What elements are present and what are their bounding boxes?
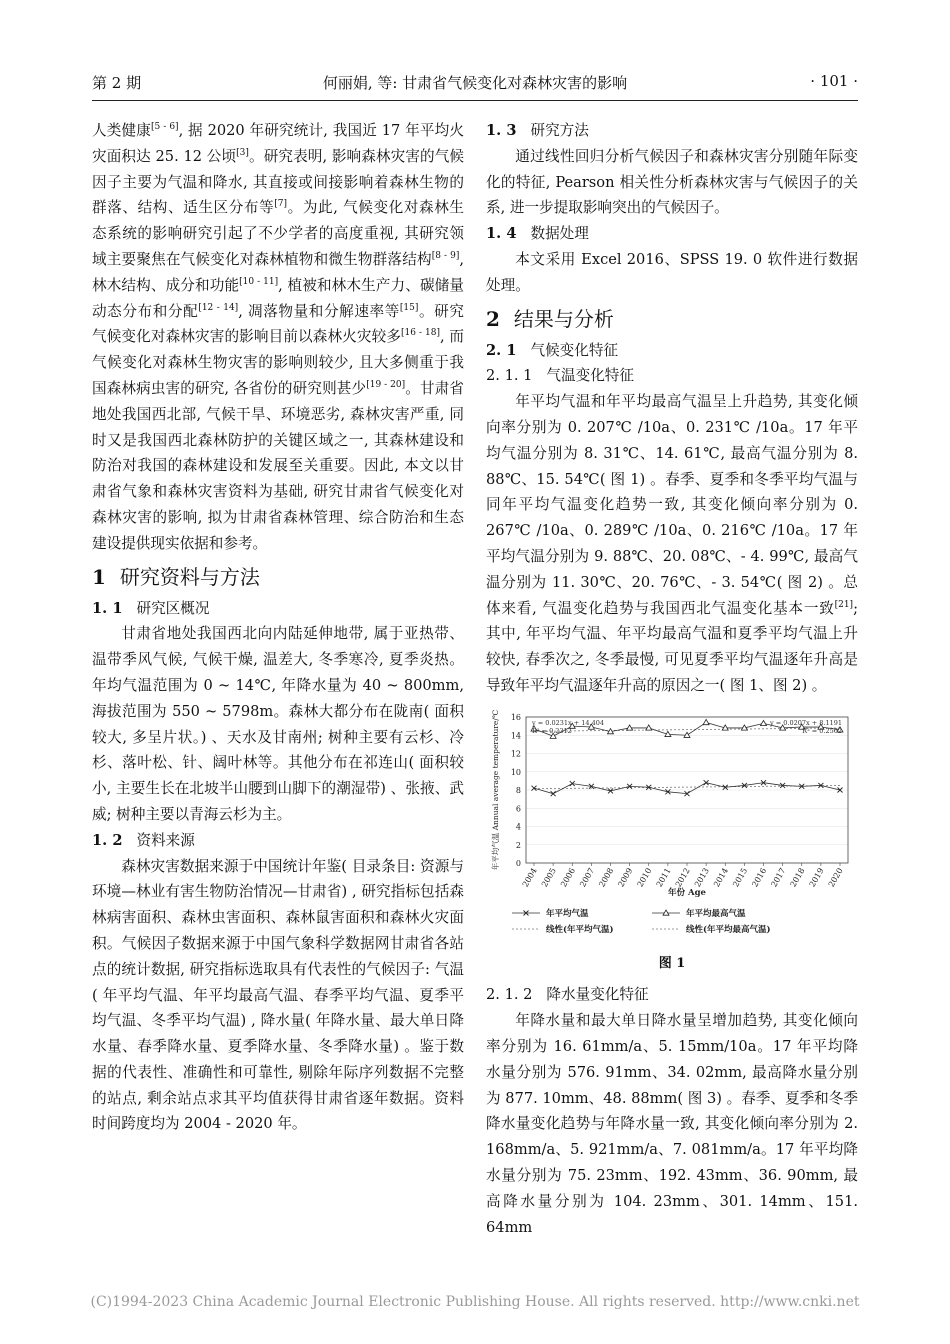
x-tick-label: 2011 [654,866,673,889]
section-number: 1. 3 [486,122,517,139]
citation-ref: [10 - 11] [239,276,279,287]
x-tick-label: 2017 [769,866,788,889]
section-title: 研究方法 [530,122,589,139]
x-tick-label: 2006 [559,866,577,889]
y-tick-label: 14 [510,730,521,740]
r-squared: R² = 0.2562 [802,726,842,735]
x-axis-label: 年份 Age [668,887,706,897]
left-column [92,118,464,1137]
copyright-footer: (C)1994-2023 China Academic Journal Electronic Publishing House. All rights reserved. http://www.cnki.net [90,1294,860,1310]
section-title: 数据处理 [530,225,589,243]
chart-labels [490,709,845,896]
y-tick-label: 8 [515,785,521,795]
text-run: , 而气候变化对森林生物灾害的影响则较少, 且大多侧重于我国森林病虫害的研究, 各省份的研究则甚少 [92,328,464,397]
x-tick-label: 2018 [788,866,807,889]
text-run: 。甘肃省地处我国西北部, 气候干旱、环境恶劣, 森林灾害严重, 同时又是我国西北森林防护的关键区域之一, 其森林建设和防治对我国的森林建设和发展至关重要。因此, 本文以甘肃省气象和森林灾害资料为基础, 研究甘肃省气候变化对森林灾害的影响, 拟为甘肃省森林管理、综合防治和生态建设提供现实依据和参考。 [92,379,464,552]
section-title: 气候变化特征 [530,341,619,359]
data-point [761,720,767,725]
text-run: 。研究表明, 影响森林灾害的气候因子主要为气温和降水, 其直接或间接影响着森林生物的群落、结构、适生区分布等 [92,147,464,217]
citation-ref: [15] [399,302,419,313]
data-point [608,788,613,793]
x-tick-label: 2010 [635,866,654,889]
section-number: 1. 1 [92,599,123,617]
chart-series [531,719,843,796]
section-1-4-heading [486,221,858,247]
x-tick-label: 2019 [807,866,826,889]
page-number: · 101 · [810,72,858,90]
citation-ref: [16 - 18] [401,328,440,339]
y-tick-label: 12 [510,749,521,759]
temperature-line-chart [486,707,858,897]
section-2-heading [486,304,858,334]
x-tick-label: 2020 [826,866,845,889]
section-2-1-heading [486,338,858,364]
x-tick-label: 2013 [692,866,711,889]
text-run: ; 其中, 年平均气温、年平均最高气温和夏季平均气温上升较快, 春季次之, 冬季最慢, 可见夏季平均气温逐年升高是导致年平均气温逐年升高的原因之一( 图 1、图 2) 。 [486,599,858,694]
section-title: 研究区概况 [136,599,210,617]
y-axis-label: 年平均气温 Annual average temperature/℃ [491,709,500,870]
text-run: , 据 2020 年研究统计, 我国近 17 年平均火灾面积达 25. 12 公顷 [92,122,464,165]
section-number: 2. 1. 2 [486,986,533,1004]
legend-label: 年平均气温 [546,908,589,919]
citation-ref: [19 - 20] [366,379,406,390]
section-number: 2 [486,306,500,331]
citation-ref: [21] [834,599,854,610]
section-2-1-1-heading [486,363,858,389]
chart-axes [526,717,848,866]
citation-ref: [7] [274,199,288,210]
section-1-3-heading [486,118,858,144]
figure-caption: 图 1 [658,956,686,972]
y-tick-label: 0 [515,858,521,868]
section-title: 资料来源 [136,831,195,849]
regression-equation: y = 0.0231x + 14.404 [532,718,604,727]
section-number: 2. 1 [486,341,517,359]
y-tick-label: 16 [510,712,521,722]
temperature-paragraph [486,389,858,699]
chart-legend [486,906,858,940]
text-run: 年平均气温和年平均最高气温呈上升趋势, 其变化倾向率分别为 0. 207℃ /10a、0. 231℃ /10a。17 年平均气温分别为 8. 31℃、14. 61℃, 最高气温分别为 8. 88℃、15. 54℃( 图 1) 。春季、夏季和冬季平均气温与同年平均气温变化趋势一致, 其变化倾向率分别为 0. 267℃ /10a、0. 289℃ /10a、0. 216℃ /10a。17 年平均气温分别为 9. 88℃、20. 08℃、- 4. 99℃, 最高气温分别为 11. 30℃、20. 76℃、- 3. 54℃( 图 2) 。总体来看, 气温变化趋势与我国西北气温变化基本一致 [486,393,858,617]
intro-paragraph [92,118,464,557]
x-tick-label: 2016 [750,866,769,889]
citation-ref: [3] [236,147,249,158]
header-rule [92,100,858,101]
issue-number: 第 2 期 [92,74,142,92]
precipitation-paragraph: 年降水量和最大单日降水量呈增加趋势, 其变化倾向率分别为 16. 61mm/a、5. 15mm/10a。17 年平均降水量分别为 576. 91mm、34. 02mm, 最高降水量分别为 877. 10mm、48. 88mm( 图 3) 。春季、夏季和冬季降水量变化趋势与年降水量一致, 其变化倾向率分别为 2. 168mm/a、5. 921mm/a、7. 081mm/a。17 年平均降水量分别为 75. 23mm、192. 43mm、36. 90mm, 最高降水量分别为 104. 23mm、301. 14mm、151. 64mm [486,1012,858,1236]
legend-label: 线性(年平均最高气温) [686,924,771,935]
x-tick-label: 2005 [539,866,558,889]
data-point [551,791,556,796]
legend-label: 线性(年平均气温) [546,924,614,935]
section-1-1-heading [92,596,464,622]
text-run: , 林木结构、成分和功能 [92,250,464,294]
source-paragraph: 森林灾害数据来源于中国统计年鉴( 目录条目: 资源与环境—林业有害生物防治情况—甘肃省) , 研究指标包括森林病害面积、森林虫害面积、森林鼠害面积和森林火灾面积。气候因子数据来源于中国气象科学数据网甘肃省各站点的统计数据, 研究指标选取具有代表性的气候因子: 气温( 年平均气温、年平均最高气温、春季平均气温、夏季平均气温、冬季平均气温) , 降水量( 年降水量、最大单日降水量、春季降水量、夏季降水量、冬季降水量) 。鉴于数据的代表性、准确性和可靠性, 剔除年际序列数据不完整的站点, 剩余站点求其平均值获得甘肃省逐年数据。资料时间跨度均为 2004 - 2020 年。 [92,857,464,1133]
x-tick-label: 2009 [616,866,635,889]
right-column [486,118,858,1240]
section-title: 降水量变化特征 [546,986,649,1004]
x-tick-label: 2007 [578,866,597,889]
running-title: 何丽娟, 等: 甘肃省气候变化对森林灾害的影响 [322,74,628,92]
text-run: 人类健康 [92,122,152,139]
section-2-1-2-heading [486,982,858,1008]
x-tick-label: 2014 [712,866,730,889]
citation-ref: [5 - 6] [151,122,179,132]
y-tick-label: 2 [515,840,521,850]
running-header [92,72,858,98]
section-1-heading [92,562,464,592]
section-number: 1. 2 [92,831,123,849]
x-tick-label: 2004 [520,866,539,889]
y-tick-label: 10 [510,767,521,777]
legend-label: 年平均最高气温 [686,908,746,919]
section-title: 结果与分析 [513,306,614,331]
x-tick-label: 2012 [673,866,692,889]
section-number: 2. 1. 1 [486,367,533,385]
trend-line [534,728,840,731]
figure-1 [486,707,858,949]
section-number: 1 [92,564,106,589]
section-title: 研究资料与方法 [119,564,260,589]
data-paragraph: 本文采用 Excel 2016、SPSS 19. 0 软件进行数据处理。 [486,250,858,294]
section-title: 气温变化特征 [546,367,634,385]
section-1-2-heading [92,828,464,854]
data-point [704,780,709,785]
y-tick-label: 6 [515,803,521,813]
regression-equation: y = 0.0207x + 8.1191 [770,718,842,727]
citation-ref: [12 - 14] [198,302,239,313]
text-run: , 凋落物量和分解速率等 [238,302,400,320]
section-number: 1. 4 [486,225,517,243]
chart-grid [526,735,848,845]
x-tick-label: 2015 [731,866,750,889]
region-paragraph: 甘肃省地处我国西北向内陆延伸地带, 属于亚热带、温带季风气候, 气候干燥, 温差大, 冬季寒冷, 夏季炎热。年均气温范围为 0 ~ 14℃, 年降水量为 40 ~ 800mm, 海拔范围为 550 ~ 5798m。森林大都分布在陇南( 面积较大, 多呈片状。) 、天水及甘南州; 树种主要有云杉、冷杉、落叶松、针、阔叶林等。其他分布在祁连山( 面积较小, 主要生长在北坡半山腰到山脚下的潮湿带) 、张掖、武威; 树种主要以青海云杉为主。 [92,625,464,823]
x-tick-label: 2008 [597,866,616,889]
method-paragraph: 通过线性回归分析气候因子和森林灾害分别随年际变化的特征, Pearson 相关性分析森林灾害与气候因子的关系, 进一步提取影响突出的气候因子。 [486,147,858,217]
citation-ref: [8 - 9] [431,250,460,261]
text-run: 。研究气候变化对森林灾害的影响目前以森林火灾较多 [92,302,464,346]
data-point [703,719,709,724]
text-run: 。为此, 气候变化对森林生态系统的影响研究引起了不少学者的高度重视, 其研究领域主要聚焦在气候变化对森林植物和微生物群落结构 [92,199,464,268]
r-squared: R² = 0.2312 [532,726,572,735]
text-run: , 植被和林木生产力、碳储量动态分布和分配 [92,276,464,320]
legend-marker [663,910,669,915]
y-tick-label: 4 [515,822,521,832]
